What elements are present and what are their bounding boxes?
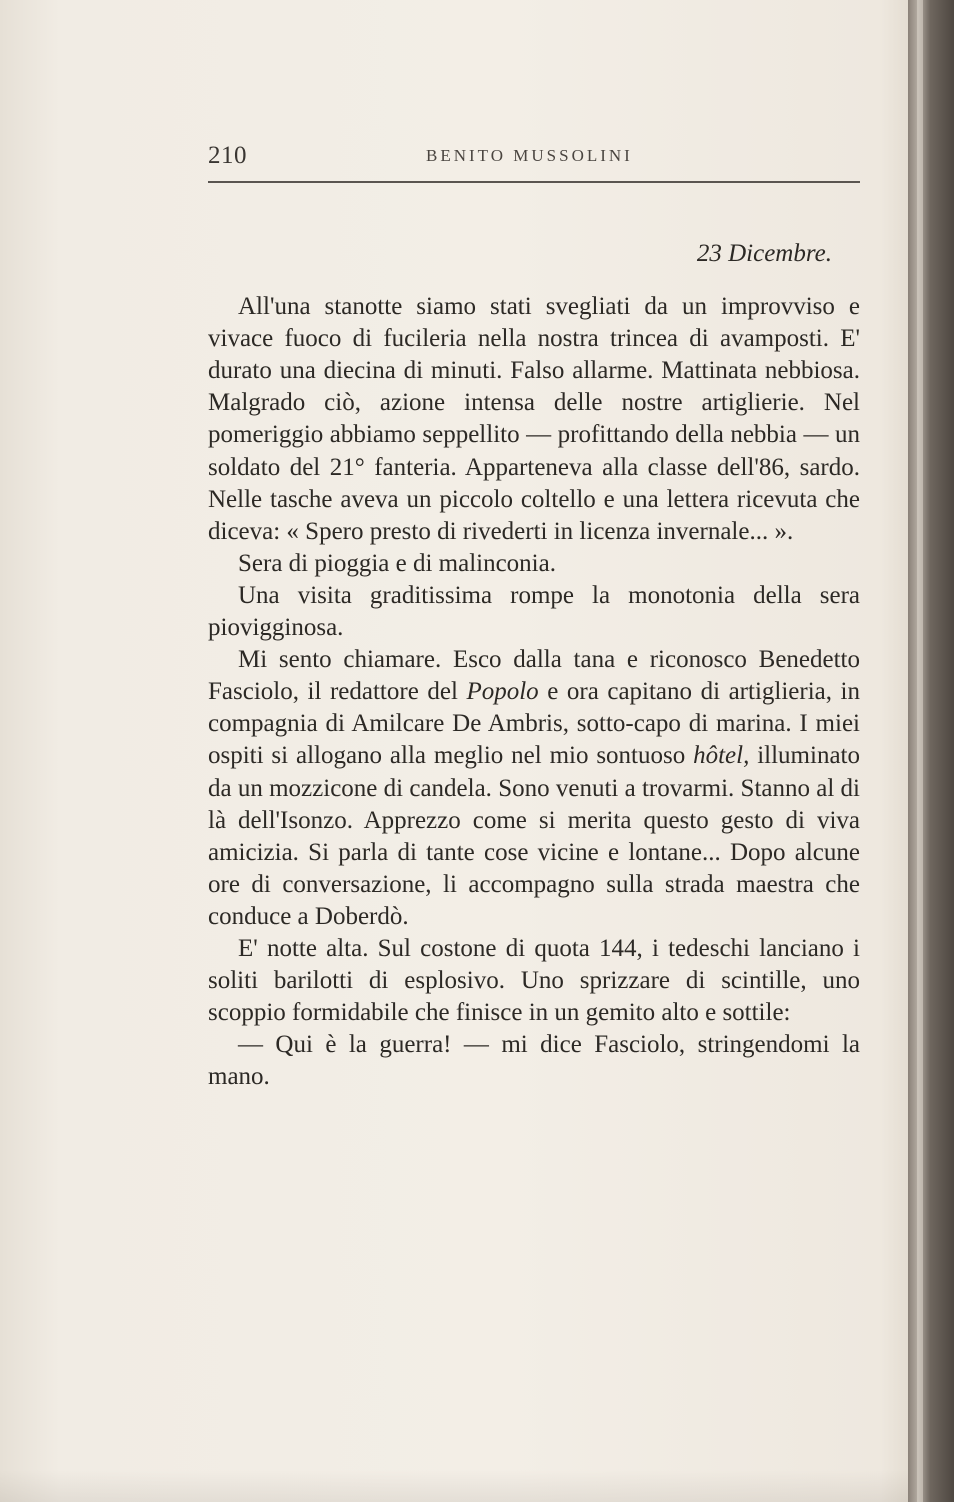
newspaper-title: Popolo (466, 678, 539, 706)
hotel-word: hôtel, (693, 742, 750, 770)
page-number: 210 (208, 142, 247, 169)
header-rule (208, 181, 860, 183)
paragraph-1: All'una stanotte siamo stati svegliati da un improvviso e vivace fuoco di fucileria nella nostra trincea di avamposti. E' durato una diecina di minuti. Falso allarme. Mattinata nebbiosa. Malgrado ciò, azione intensa delle nostre artiglierie. Nel pomeriggio abbiamo seppellito — profittando della nebbia — un soldato del 21° fanteria. Apparteneva alla classe dell'86, sardo. Nelle tasche aveva un piccolo coltello e una lettera ricevuta che diceva: « Spero presto di rivederti in licenza invernale... ». (208, 293, 860, 545)
spine-highlight (917, 0, 923, 1502)
entry-date: 23 Dicembre. (696, 240, 832, 267)
paragraph-5: E' notte alta. Sul costone di quota 144, i tedeschi lanciano i soliti barilotti di esplosivo. Uno sprizzare di scintille, uno scoppio formidabile che finisce in un gemito alto e sottile: (208, 934, 860, 1027)
paragraph-3: Una visita graditissima rompe la monotonia della sera piovigginosa. (208, 581, 860, 642)
book-spine-shadow (908, 0, 954, 1502)
paragraph-4-part-1: Mi sento chiamare. Esco dalla tana e riconosco Benedetto Fasciolo, il redattore del (208, 646, 860, 706)
paragraph-2: Sera di pioggia e di malinconia. (238, 549, 556, 577)
bottom-margin-shade (0, 1470, 908, 1502)
paragraph-6: — Qui è la guerra! — mi dice Fasciolo, stringendomi la mano. (208, 1031, 860, 1091)
running-head: BENITO MUSSOLINI (426, 146, 633, 165)
body-text (208, 238, 860, 1093)
paragraph-4 (208, 644, 860, 933)
page-header (208, 142, 860, 178)
paragraph-4-part-3: illuminato da un mozzicone di candela. Sono venuti a trovarmi. Stanno al di là dell'Isonzo. Apprezzo come si merita questo gesto di viva amicizia. Si parla di tante cose vicine e lontane... Dopo alcune ore di conversazione, li accompagno sulla strada maestra che conduce a Doberdò. (208, 742, 860, 930)
paragraph-4-part-2: e ora capitano di artiglieria, in compagnia di Amilcare De Ambris, sotto-capo di marina. I miei ospiti si allogano alla meglio nel mio sontuoso (208, 678, 860, 770)
